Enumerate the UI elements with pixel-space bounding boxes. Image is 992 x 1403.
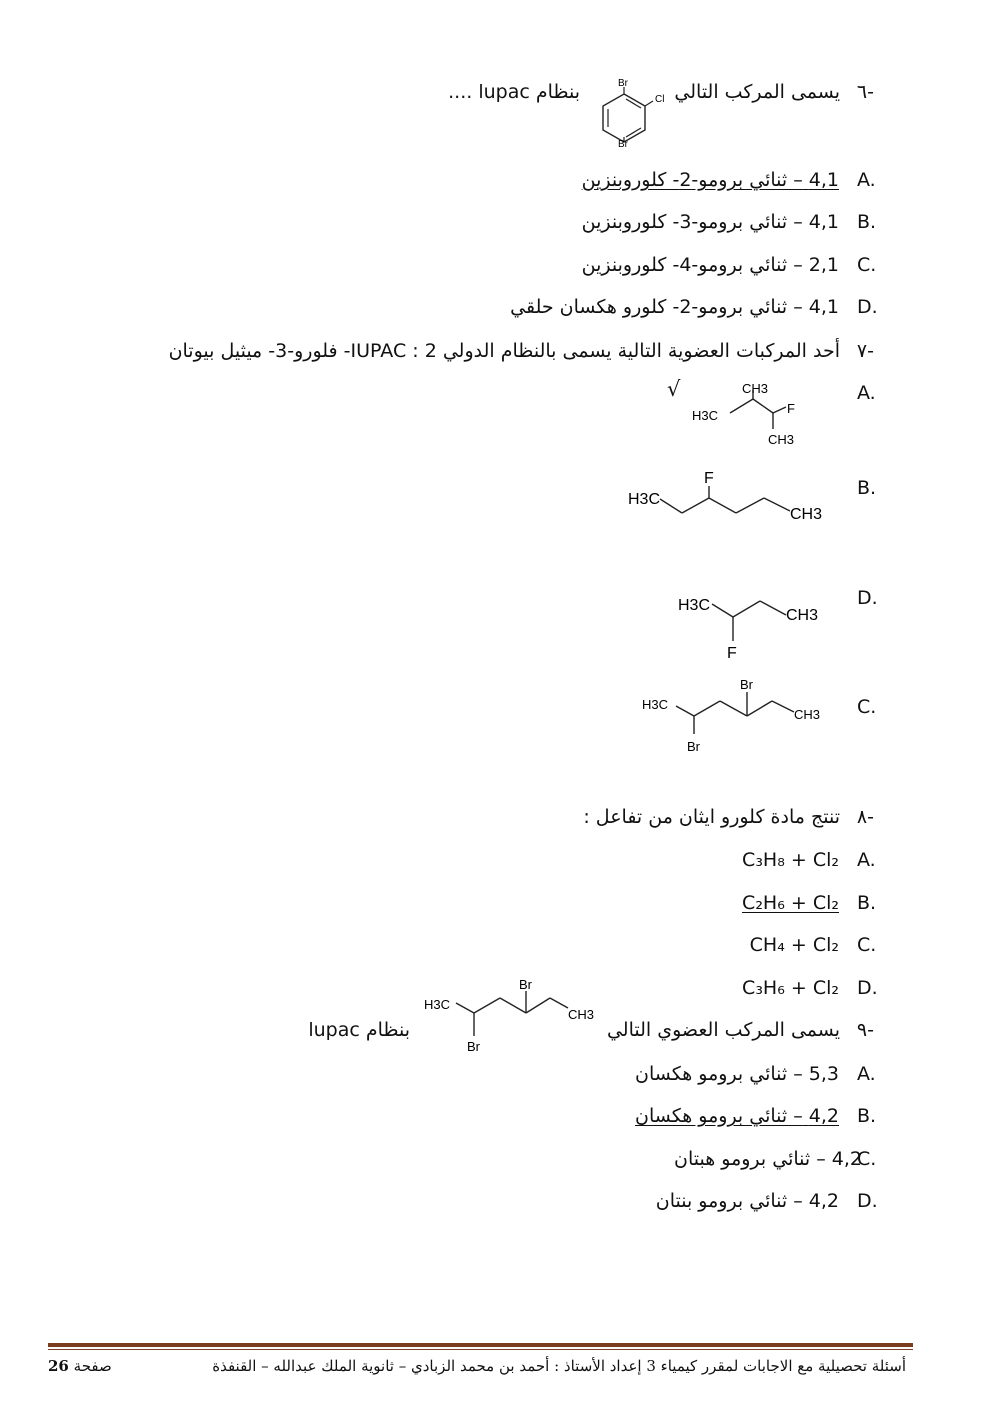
q9-option-a-text: [635, 1062, 839, 1086]
q7c-br-bottom: Br: [687, 739, 700, 754]
q7-option-d-molecule: [676, 586, 836, 662]
q9-option-d-name: – ثنائي برومو بنتان: [655, 1190, 803, 1212]
q9-br-bottom: Br: [467, 1039, 480, 1054]
q7a-ch3-bottom: CH3: [768, 432, 795, 447]
footer-rule-thick: [48, 1343, 913, 1347]
q9-h3c: H3C: [424, 997, 451, 1012]
q9-option-c-num: 4,2: [831, 1148, 862, 1170]
q8-option-c-letter: C.: [857, 934, 877, 956]
q6-option-a-letter: A.: [857, 169, 876, 191]
q9-option-b-name: – ثنائي برومو هكسان: [635, 1105, 803, 1127]
q8-option-b-text: C₂H₆ + Cl₂: [742, 892, 839, 914]
footer-page: [48, 1357, 112, 1375]
footer-text: أسئلة تحصيلية مع الاجابات لمقرر كيمياء 3 إعداد الأستاذ : أحمد بن محمد الزبادي – ثانوية الملك عبدالله – القنفذة: [212, 1357, 906, 1375]
q7-option-d-letter: D.: [857, 587, 878, 609]
q9-option-b-num: 4,2: [808, 1105, 839, 1127]
q7a-h3c: H3C: [692, 408, 719, 423]
footer-page-number: 26: [48, 1357, 69, 1375]
q6-option-d-name: – ثنائي برومو-2- كلورو هكسان حلقي: [510, 296, 803, 318]
q6-option-a-name: – ثنائي برومو-2- كلوروبنزين: [581, 169, 803, 191]
q7-option-a-molecule: [688, 378, 808, 452]
footer-page-label: صفحة: [73, 1357, 112, 1375]
q9-option-c-text: [674, 1147, 862, 1171]
q7-option-a-letter: A.: [857, 382, 876, 404]
q6-option-b-num: 4,1: [808, 211, 839, 233]
q7-check-mark: √: [667, 377, 681, 401]
q6-option-b-name: – ثنائي برومو-3- كلوروبنزين: [581, 211, 803, 233]
q7-number: ٧-: [856, 340, 874, 362]
q7-option-b-molecule: [624, 466, 834, 528]
q9-prompt: يسمى المركب العضوي التالي: [606, 1019, 840, 1041]
q7c-br-top: Br: [740, 677, 753, 692]
q9-option-a-num: 5,3: [808, 1063, 839, 1085]
q6-molecule-dibromochlorobenzene: [596, 76, 676, 148]
q9-option-b-letter: B.: [857, 1105, 877, 1127]
q7-prompt: أحد المركبات العضوية التالية يسمى بالنظام الدولي IUPAC : 2- فلورو-3- ميثيل بيوتان: [168, 340, 840, 362]
q6-option-c-num: 2,1: [808, 254, 839, 276]
q6-option-a-text: [582, 168, 839, 192]
q9-molecule: [422, 976, 612, 1056]
q6-option-c-name: – ثنائي برومو-4- كلوروبنزين: [581, 254, 803, 276]
q7a-f: F: [787, 401, 795, 416]
q6-cl-label: Cl: [655, 94, 665, 105]
q6-prompt: يسمى المركب التالي: [674, 81, 840, 103]
q6-br-bottom-label: Br: [618, 139, 628, 148]
q9-option-a-letter: A.: [857, 1063, 876, 1085]
q7c-ch3: CH3: [794, 707, 821, 722]
q8-option-a-letter: A.: [857, 849, 876, 871]
q8-prompt: تنتج مادة كلورو ايثان من تفاعل :: [583, 806, 840, 828]
q9-option-b-text: [635, 1104, 839, 1128]
q9-option-d-num: 4,2: [808, 1190, 839, 1212]
q8-option-a-text: C₃H₈ + Cl₂: [742, 849, 839, 871]
q9-ch3: CH3: [568, 1007, 595, 1022]
q7c-h3c: H3C: [642, 697, 669, 712]
q8-option-c-text: CH₄ + Cl₂: [749, 934, 839, 956]
q9-option-d-text: [656, 1189, 839, 1213]
q8-number: ٨-: [856, 806, 874, 828]
q7d-ch3: CH3: [786, 607, 819, 624]
q8-option-d-letter: D.: [857, 977, 878, 999]
q6-option-d-num: 4,1: [808, 296, 839, 318]
q7-option-c-molecule: [640, 676, 840, 758]
q6-option-d-letter: D.: [857, 296, 878, 318]
q7-option-c-letter: C.: [857, 696, 877, 718]
q9-option-c-letter: C.: [857, 1148, 877, 1170]
q7b-ch3: CH3: [790, 506, 823, 523]
q9-option-d-letter: D.: [857, 1190, 878, 1212]
q7d-f: F: [727, 645, 737, 662]
q7d-h3c: H3C: [678, 597, 711, 614]
q9-number: ٩-: [856, 1019, 874, 1041]
q7-option-b-letter: B.: [857, 477, 877, 499]
q6-option-d-text: [510, 295, 839, 319]
q9-option-a-name: – ثنائي برومو هكسان: [635, 1063, 803, 1085]
footer-rule-thin: [48, 1349, 913, 1350]
q6-option-c-letter: C.: [857, 254, 877, 276]
q8-option-b-letter: B.: [857, 892, 877, 914]
q8-option-d-text: C₃H₆ + Cl₂: [742, 977, 839, 999]
q6-number: ٦-: [856, 81, 874, 103]
q6-option-a-num: 4,1: [808, 169, 839, 191]
q7b-f: F: [704, 470, 714, 487]
q7b-h3c: H3C: [628, 491, 661, 508]
q9-suffix: بنظام lupac: [308, 1019, 410, 1041]
q6-option-b-letter: B.: [857, 211, 877, 233]
q6-br-top-label: Br: [618, 78, 628, 89]
q6-option-b-text: [582, 210, 839, 234]
q6-suffix: بنظام lupac ....: [448, 81, 580, 103]
q9-option-c-name: – ثنائي برومو هبتان: [674, 1148, 826, 1170]
q6-option-c-text: [582, 253, 839, 277]
q7a-ch3-top: CH3: [742, 381, 769, 396]
q9-br-top: Br: [519, 977, 532, 992]
